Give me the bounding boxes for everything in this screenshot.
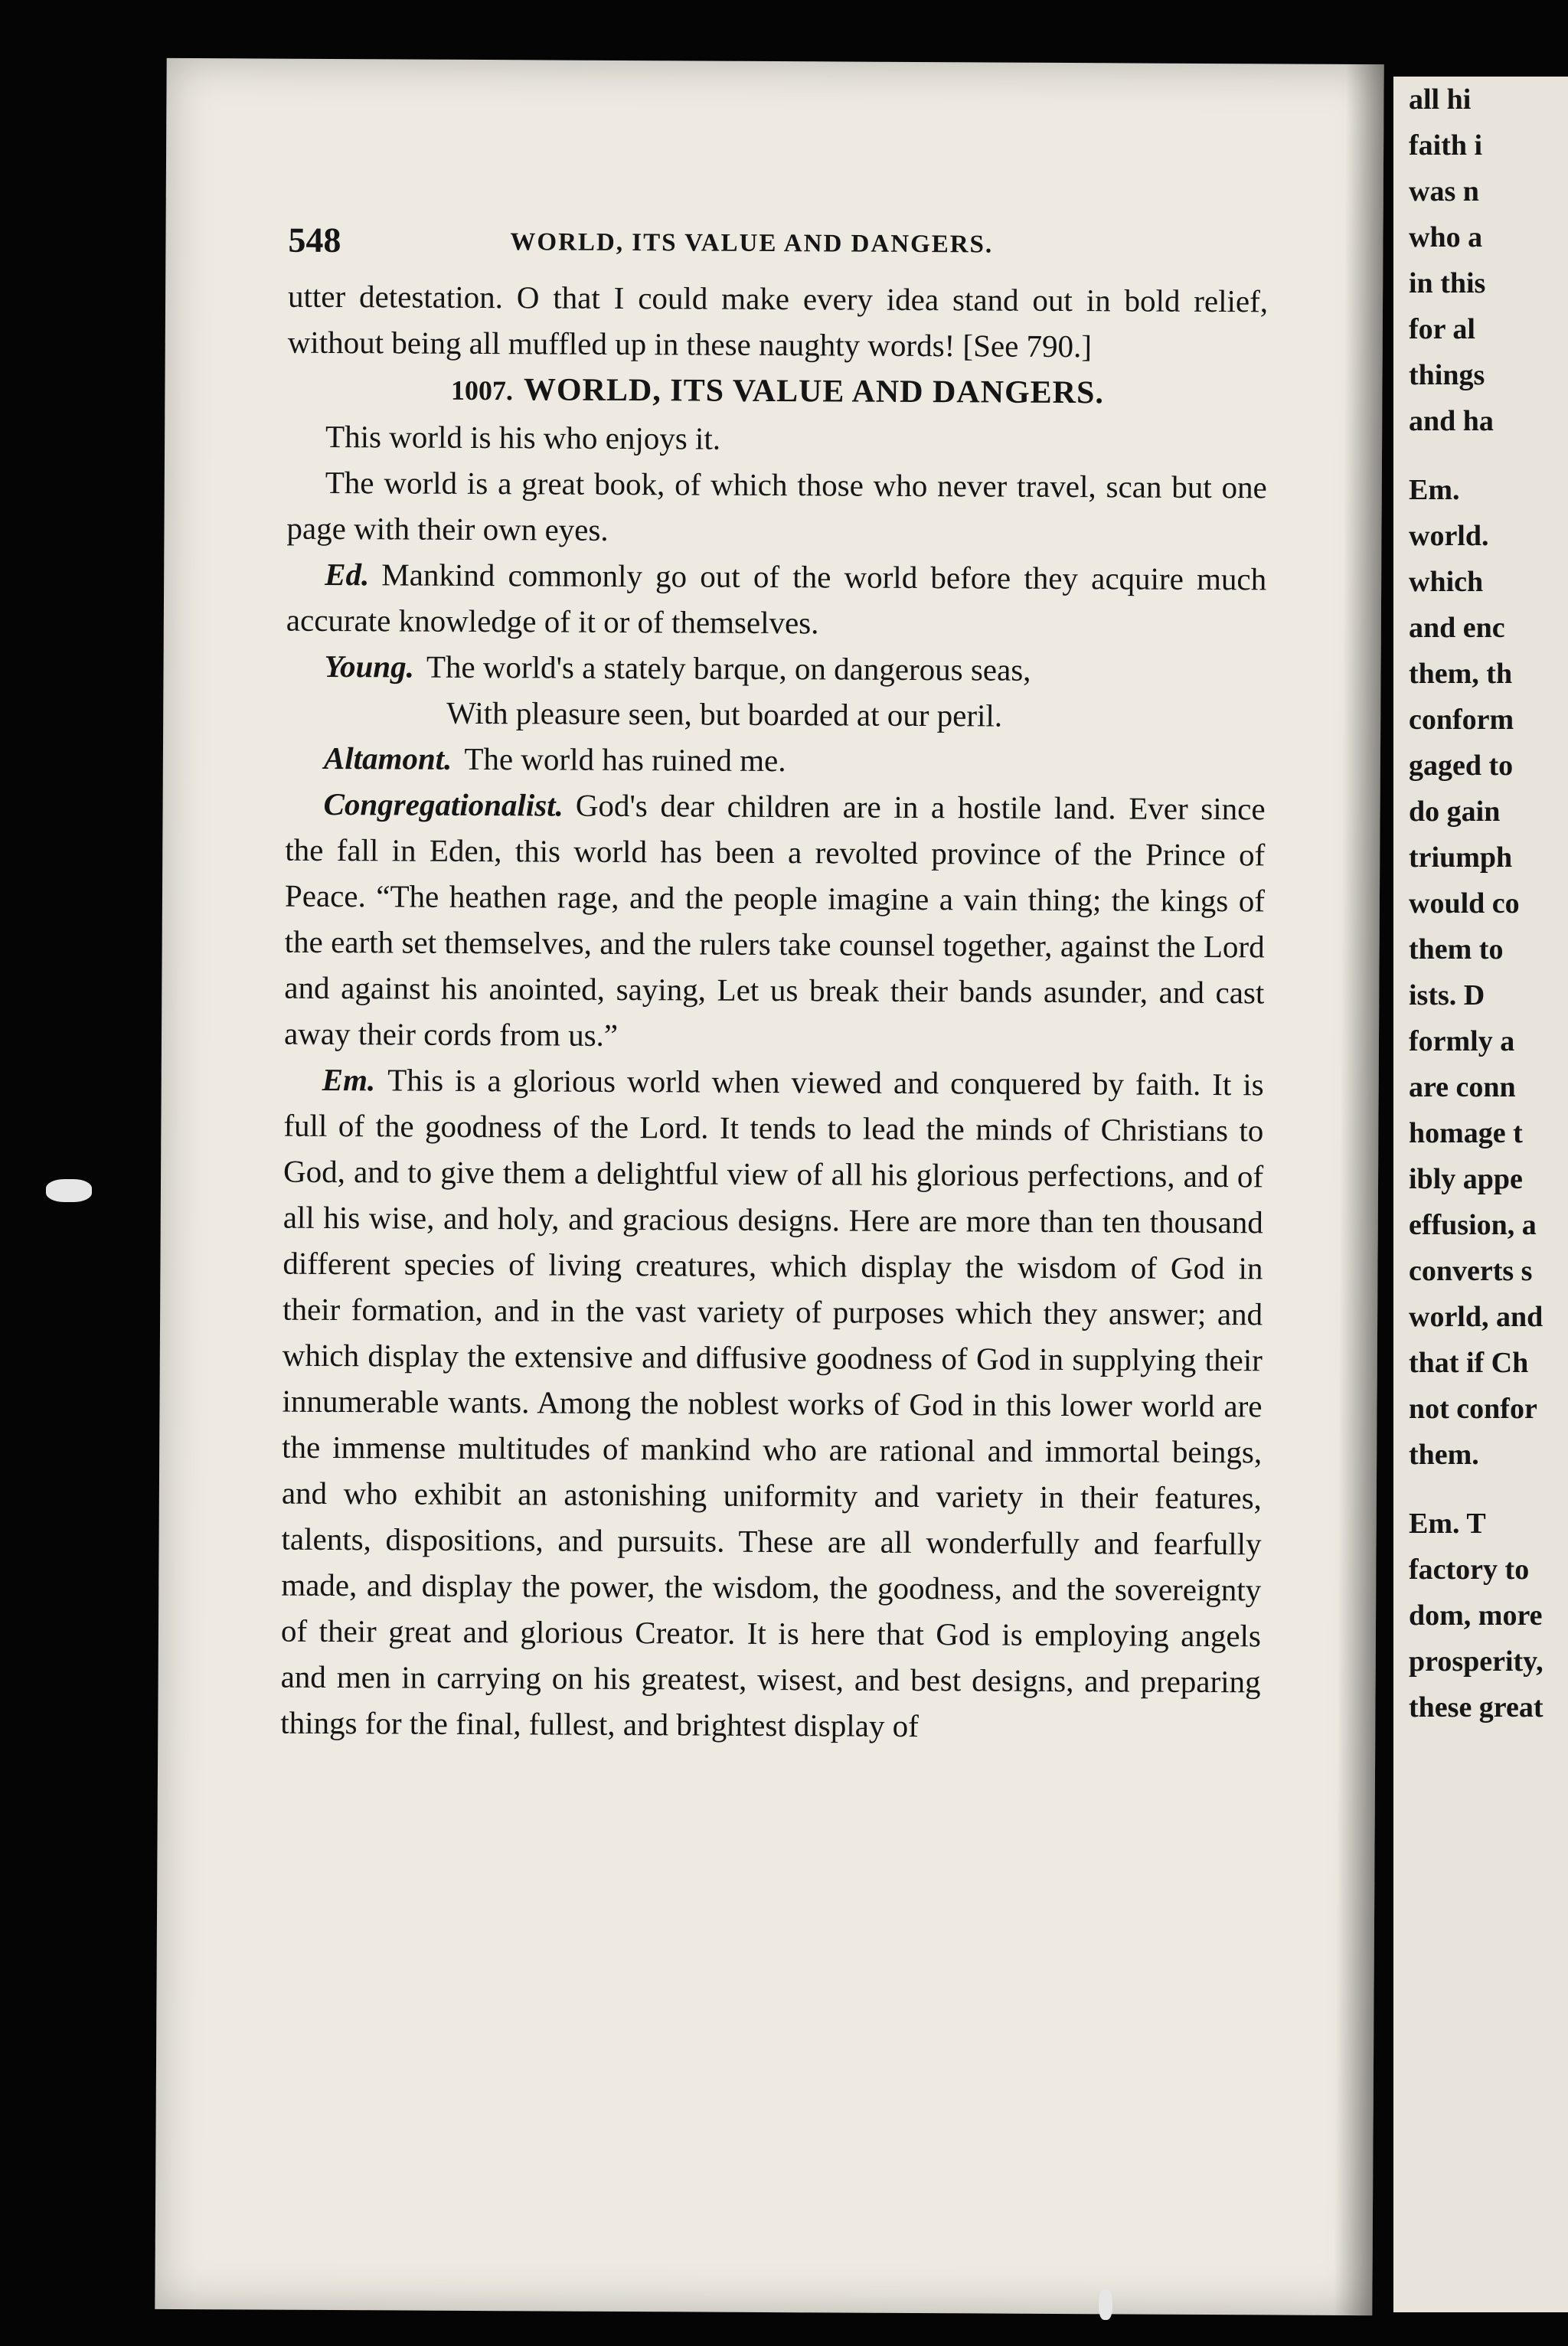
facing-page-line: which bbox=[1409, 566, 1484, 598]
text-block bbox=[280, 220, 1268, 1751]
facing-page-line: things bbox=[1409, 359, 1485, 391]
gutter-shadow bbox=[1334, 64, 1383, 2315]
paragraph bbox=[286, 551, 1267, 649]
verse-text: The world's a stately barque, on dangerous seas, bbox=[426, 649, 1031, 688]
facing-page-line bbox=[1409, 444, 1568, 467]
facing-page-line: these great bbox=[1409, 1691, 1544, 1724]
facing-page-line bbox=[1409, 1478, 1568, 1501]
running-head bbox=[288, 220, 1268, 279]
facing-page-line: factory to bbox=[1409, 1554, 1530, 1586]
source-label: Altamont. bbox=[323, 740, 452, 776]
scan-speck bbox=[46, 1179, 92, 1202]
facing-page-line: all hi bbox=[1409, 83, 1472, 116]
facing-page-line: dom, more bbox=[1409, 1599, 1543, 1632]
facing-page-line: in this bbox=[1409, 267, 1486, 299]
verse-line: With pleasure seen, but boarded at our peril. bbox=[446, 694, 1003, 734]
page-number: 548 bbox=[288, 220, 341, 260]
source-label: Em. bbox=[322, 1061, 376, 1098]
verse-line bbox=[286, 643, 1266, 694]
continued-paragraph: utter detestation. O that I could make every idea stand out in bold relief, without being all muffled up in these naughty words! [See 790.] bbox=[287, 278, 1269, 364]
paragraph-text: God's dear children are in a hostile land. Ever since the fall in Eden, this world has been a revolted province of the Prince of Peace. “The heathen rage, and the people imagine a vain thing; the kings of the earth set themselves, and the rulers take counsel together, against the Lord and against his anointed, saying, Let us break their bands asunder, and cast away their cords from us.” bbox=[283, 787, 1266, 1053]
facing-page-line: ists. D bbox=[1409, 979, 1485, 1011]
facing-page-line: that if Ch bbox=[1409, 1347, 1529, 1379]
running-head-title: WORLD, ITS VALUE AND DANGERS. bbox=[510, 228, 994, 259]
facing-page-line: and enc bbox=[1409, 612, 1505, 644]
facing-page-line: world, and bbox=[1409, 1301, 1544, 1333]
paragraph-text: The world has ruined me. bbox=[464, 740, 786, 779]
section-heading bbox=[287, 365, 1267, 419]
facing-page-line: for al bbox=[1409, 313, 1475, 345]
scan-speck bbox=[1099, 2289, 1112, 2320]
facing-page-line: would co bbox=[1409, 887, 1520, 920]
facing-page-line: them to bbox=[1409, 933, 1504, 966]
facing-page-line: and ha bbox=[1409, 405, 1494, 437]
facing-page-line: are conn bbox=[1409, 1071, 1516, 1103]
paragraph-text: Mankind commonly go out of the world before they acquire much accurate knowledge of it or of themselves. bbox=[286, 557, 1267, 641]
source-label: Ed. bbox=[325, 556, 370, 593]
source-label: Congregationalist. bbox=[323, 786, 564, 823]
paragraph bbox=[286, 735, 1266, 786]
facing-page-line: them. bbox=[1409, 1439, 1479, 1471]
facing-page-line: converts s bbox=[1409, 1255, 1533, 1287]
facing-page-line: faith i bbox=[1409, 129, 1483, 162]
paragraph: The world is a great book, of which those who never travel, scan but one page with their own eyes. bbox=[286, 464, 1267, 547]
facing-page-line: effusion, a bbox=[1409, 1209, 1537, 1241]
facing-page-line: ibly appe bbox=[1409, 1163, 1523, 1195]
facing-page bbox=[1393, 77, 1568, 2312]
facing-page-line: Em. T bbox=[1409, 1508, 1486, 1540]
facing-page-text bbox=[1409, 77, 1568, 1730]
facing-page-line: conform bbox=[1409, 704, 1514, 736]
facing-page-line: was n bbox=[1409, 175, 1479, 207]
facing-page-line: world. bbox=[1409, 520, 1489, 552]
facing-page-line: Em. bbox=[1409, 474, 1460, 506]
facing-page-line: triumph bbox=[1409, 841, 1513, 874]
book-page bbox=[155, 58, 1383, 2315]
facing-page-line: them, th bbox=[1409, 658, 1513, 690]
facing-page-line: gaged to bbox=[1409, 750, 1514, 782]
paragraph bbox=[284, 781, 1266, 1062]
source-label: Young. bbox=[324, 648, 415, 685]
facing-page-line: prosperity, bbox=[1409, 1645, 1544, 1678]
paragraph: This world is his who enjoys it. bbox=[325, 418, 721, 456]
section-number: 1007. bbox=[450, 374, 514, 407]
facing-page-line: formly a bbox=[1409, 1025, 1515, 1057]
paragraph bbox=[280, 1057, 1264, 1751]
facing-page-line: not confor bbox=[1409, 1393, 1537, 1425]
facing-page-line: who a bbox=[1409, 221, 1483, 253]
facing-page-line: homage t bbox=[1409, 1117, 1523, 1149]
section-title: WORLD, ITS VALUE AND DANGERS. bbox=[523, 372, 1105, 411]
facing-page-line: do gain bbox=[1409, 796, 1501, 828]
paragraph-text: This is a glorious world when viewed and conquered by faith. It is full of the goodness of the Lord. It tends to lead the minds of Christians to God, and to give them a delightful view of all his glorious perfections, and of all his wise, and holy, and gracious designs. Here are more than ten thousand different species of living creatures, which display the wisdom of God in their formation, and in the vast variety of purposes which they answer; and which display the extensive and diffusive goodness of God in supplying their innumerable wants. Among the noblest works of God in this lower world are the immense multitudes of mankind who are rational and immortal beings, and who exhibit an astonishing uniformity and variety in their features, talents, dispositions, and pursuits. These are all wonderfully and fearfully made, and display the power, the wisdom, the goodness, and the sovereignty of their great and glorious Creator. It is here that God is employing angels and men in carrying on his greatest, wisest, and best designs, and preparing things for the final, fullest, and brightest display of bbox=[280, 1062, 1264, 1744]
